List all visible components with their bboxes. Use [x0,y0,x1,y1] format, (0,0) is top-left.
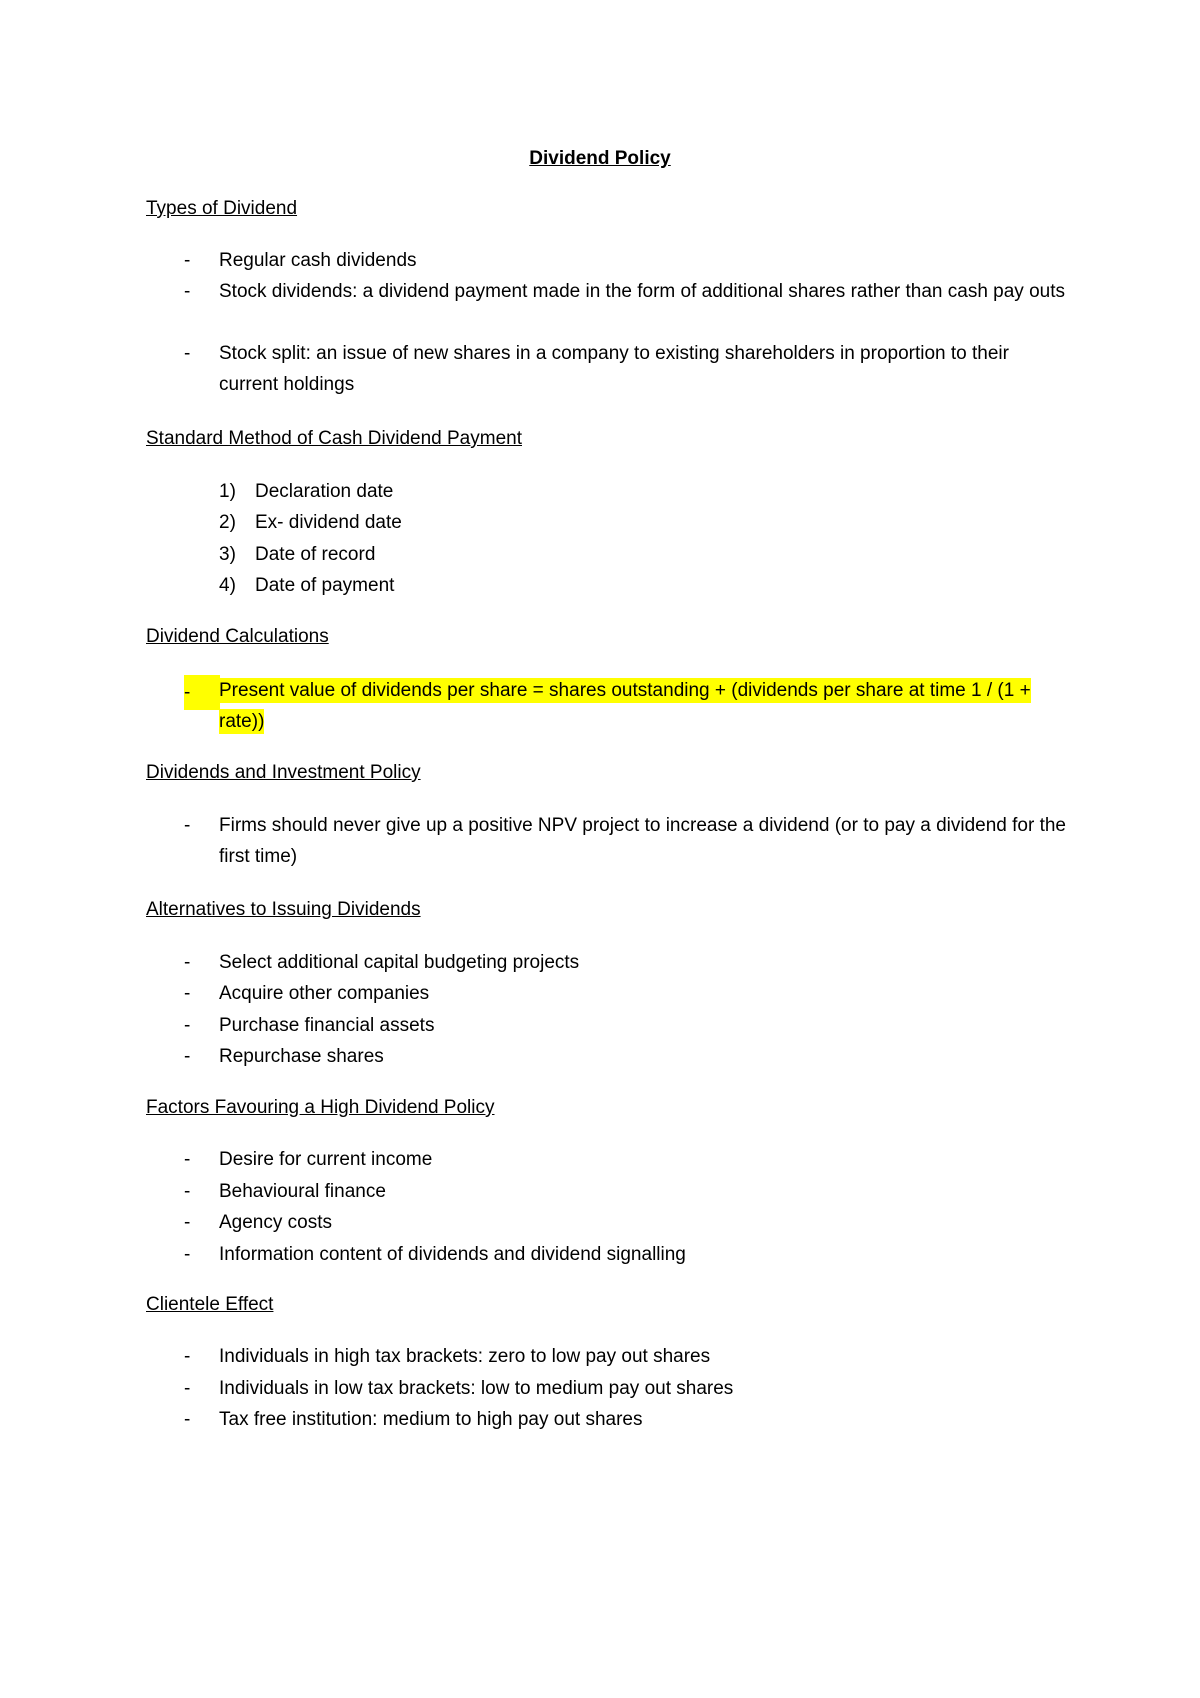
list-item-text: Repurchase shares [219,1046,384,1067]
section-heading-types-of-dividend: Types of Dividend [146,198,298,219]
section-heading-alternatives: Alternatives to Issuing Dividends [146,899,421,920]
list-item-text: Date of payment [255,575,395,596]
list-item-text: Desire for current income [219,1149,433,1170]
list-item-text: Regular cash dividends [219,250,417,271]
bullet-marker: - [184,1181,191,1202]
bullet-marker: - [184,1244,191,1265]
bullet-marker: - [184,1409,191,1430]
bullet-marker: - [184,1378,191,1399]
section-heading-standard-method: Standard Method of Cash Dividend Payment [146,428,522,449]
number-marker: 3) [219,544,236,565]
bullet-marker: - [184,1015,191,1036]
document-title: Dividend Policy [529,148,671,169]
bullet-marker: - [184,952,191,973]
list-item-text: Purchase financial assets [219,1015,435,1036]
list-item-text: Stock split: an issue of new shares in a company to existing shareholders in proportion to their current holdings [219,343,1009,395]
bullet-marker: - [184,1212,191,1233]
number-marker: 1) [219,481,236,502]
list-item-text: Firms should never give up a positive NPV project to increase a dividend (or to pay a dividend for the first time) [219,815,1067,867]
bullet-marker: - [184,281,191,302]
list-item-text: Stock dividends: a dividend payment made in the form of additional shares rather than cash pay outs [219,281,1065,302]
list-item-text: Date of record [255,544,376,565]
bullet-marker: - [184,983,191,1004]
list-item-text [219,675,1079,737]
number-marker: 4) [219,575,236,596]
list-item-text: Behavioural finance [219,1181,386,1202]
bullet-marker: - [184,675,220,710]
bullet-marker: - [184,1346,191,1367]
section-heading-factors-favouring: Factors Favouring a High Dividend Policy [146,1097,495,1118]
list-item-text: Acquire other companies [219,983,430,1004]
list-item-text: Individuals in high tax brackets: zero to low pay out shares [219,1346,711,1367]
number-marker: 2) [219,512,236,533]
bullet-marker: - [184,815,191,836]
list-item-text: Declaration date [255,481,394,502]
list-item-text: Ex- dividend date [255,512,402,533]
list-item-text: Tax free institution: medium to high pay out shares [219,1409,643,1430]
bullet-marker: - [184,1046,191,1067]
list-item-text: Individuals in low tax brackets: low to medium pay out shares [219,1378,734,1399]
list-item-text: Information content of dividends and dividend signalling [219,1244,686,1265]
highlighted-formula: Present value of dividends per share = shares outstanding + (dividends per share at time 1 / (1 + rate)) [219,680,1031,732]
list-item-text: Select additional capital budgeting projects [219,952,580,973]
section-heading-investment-policy: Dividends and Investment Policy [146,762,421,783]
bullet-marker: - [184,250,191,271]
bullet-marker: - [184,1149,191,1170]
section-heading-dividend-calculations: Dividend Calculations [146,626,329,647]
list-item-text: Agency costs [219,1212,332,1233]
section-heading-clientele-effect: Clientele Effect [146,1294,274,1315]
bullet-marker: - [184,343,191,364]
